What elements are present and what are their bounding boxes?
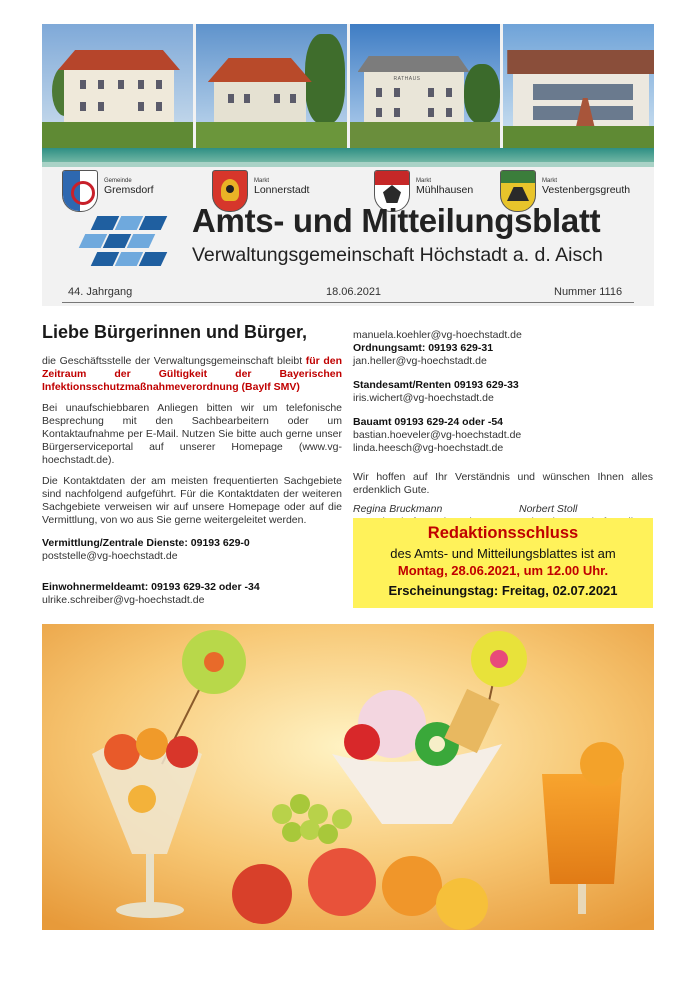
photo-muehlhausen-hall [350, 24, 501, 148]
crest-gremsdorf [62, 170, 154, 212]
ice-cream-photo [42, 624, 654, 930]
vg-checkered-logo-icon [76, 214, 172, 268]
deadline-date: Montag, 28.06.2021, um 12.00 Uhr. [397, 563, 609, 578]
appearance-date: Erscheinungstag: Freitag, 02.07.2021 [388, 583, 618, 598]
closure-period-highlight: für den Zeitraum der Gültigkeit der Bayerischen Infektionsschutzmaßnahmeverordnung (BayIf SMV) [42, 355, 342, 393]
divider [62, 302, 634, 303]
crest-name: Gremsdorf [104, 183, 154, 196]
contact-heading: Vermittlung/Zentrale Dienste: 09193 629-0 [42, 537, 250, 549]
letter-greeting: Liebe Bürgerinnen und Bürger, [42, 322, 308, 342]
crest-kind: Gemeinde [104, 178, 132, 184]
issue-year: 44. Jahrgang [68, 286, 133, 298]
paragraph-contact-request: Bei unaufschiebbaren Anliegen bitten wir um telefonische Besprechung mit den Sachbearbeitern oder um Kontaktaufnahme per E-Mail. Nutzen Sie bitte auch gerne unser Bürgerserviceportal auf unserer Homepage (www.vg-hoechstadt.de). [42, 402, 342, 466]
letter-left-column [42, 322, 342, 607]
gremsdorf-coat-of-arms-icon [62, 170, 98, 212]
contact-heading: Bauamt 09193 629-24 oder -54 [353, 416, 503, 428]
crest-name: Mühlhausen [416, 183, 474, 196]
photo-vestenbergsgreuth-hall [503, 24, 654, 148]
contact-heading: Einwohnermeldeamt: 09193 629-32 oder -34 [42, 581, 260, 593]
letter-closing: Wir hoffen auf Ihr Verständnis und wünschen Ihnen alles erdenklich Gute. [353, 471, 653, 496]
contact-heading: Standesamt/Renten 09193 629-33 [353, 379, 519, 391]
issue-date: 18.06.2021 [326, 286, 382, 298]
photo-gremsdorf-hall [42, 24, 193, 148]
signature-names [353, 503, 653, 516]
signature-name: Regina Bruckmann [353, 503, 443, 515]
paragraph-closure [42, 355, 342, 394]
paragraph-contact-info: Die Kontaktdaten der am meisten frequentierten Sachgebiete sind nachfolgend aufgeführt. Für die Kontaktdaten der weiteren Sachgebiete verweisen wir auf unsere Homepage oder auf die Vermittlung, von wo aus Sie gerne weitergeleitet werden. [42, 475, 342, 526]
crest-kind: Markt [416, 178, 431, 184]
contact-email[interactable]: bastian.hoeveler@vg-hoechstadt.de [353, 429, 522, 441]
contact-heading: Ordnungsamt: 09193 629-31 [353, 342, 494, 354]
contact-email[interactable]: linda.heesch@vg-hoechstadt.de [353, 442, 504, 454]
contact-email[interactable]: iris.wichert@vg-hoechstadt.de [353, 392, 494, 404]
deadline-text: des Amts- und Mitteilungsblattes ist am [390, 546, 616, 561]
publication-subtitle: Verwaltungsgemeinschaft Höchstadt a. d. Aisch [192, 244, 603, 266]
paragraph-closure-text: die Geschäftsstelle der Verwaltungsgemeinschaft bleibt [42, 355, 306, 367]
contact-email[interactable]: jan.heller@vg-hoechstadt.de [353, 355, 487, 367]
deadline-title: Redaktionsschluss [427, 524, 579, 542]
crest-name: Lonnerstadt [254, 183, 310, 196]
crest-kind: Markt [542, 178, 557, 184]
contact-email[interactable]: ulrike.schreiber@vg-hoechstadt.de [42, 594, 205, 606]
issue-number: Nummer 1116 [554, 286, 623, 298]
photo-lonnerstadt-hall [196, 24, 347, 148]
town-hall-photos [42, 24, 654, 148]
contact-email[interactable]: manuela.koehler@vg-hoechstadt.de [353, 329, 522, 341]
teal-band [42, 148, 654, 162]
crest-name: Vestenbergsgreuth [542, 183, 631, 196]
editorial-deadline-notice [353, 518, 653, 608]
letter-right-column [353, 329, 653, 529]
masthead [42, 24, 654, 306]
signature-name: Norbert Stoll [519, 503, 578, 515]
publication-title: Amts- und Mitteilungsblatt [192, 202, 601, 239]
contact-email[interactable]: poststelle@vg-hoechstadt.de [42, 550, 178, 562]
rathaus-sign: RATHAUS [393, 76, 421, 82]
crest-kind: Markt [254, 178, 269, 184]
